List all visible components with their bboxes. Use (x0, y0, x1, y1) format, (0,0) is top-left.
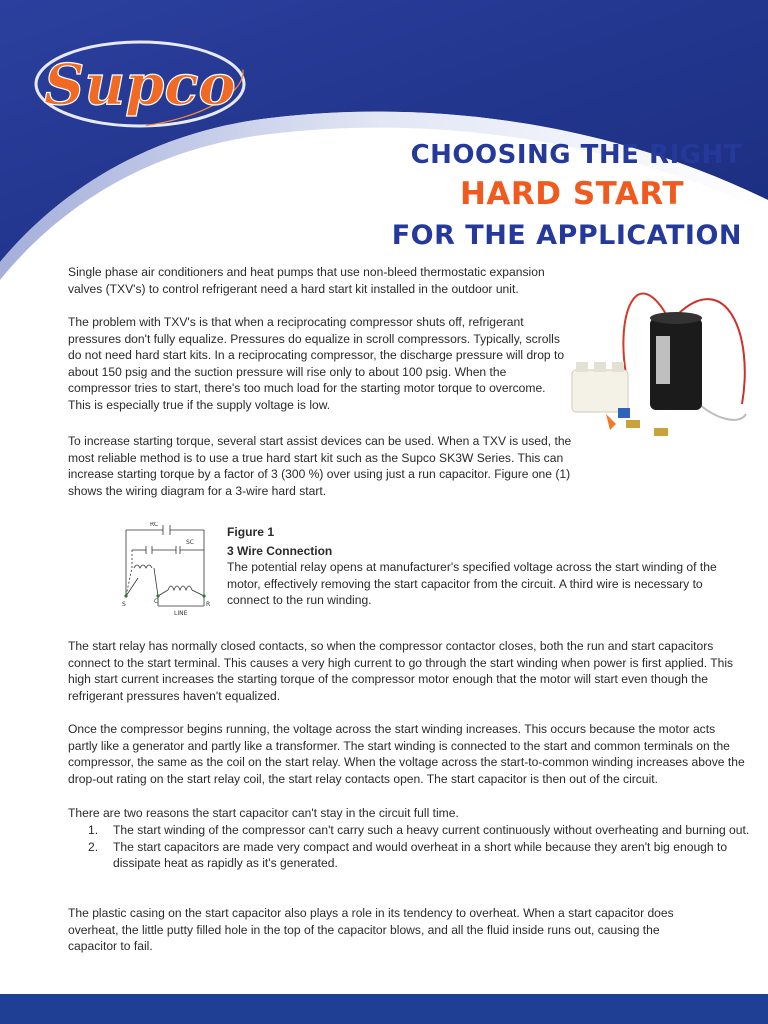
supco-logo (22, 28, 252, 138)
label-c: C (154, 598, 159, 605)
torque-paragraph: To increase starting torque, several start assist devices can be used. When a TXV is used, the most reliable method is to use a true hard start kit such as the Supco SK3W Series. This can increase starting torque by a factor of 3 (300 %) over using just a run capacitor. Figure one (1) shows the wiring diagram for a 3-wire hard start. (68, 434, 572, 498)
wiring-diagram (118, 522, 212, 618)
reasons-list (68, 822, 758, 872)
title-line-1: CHOOSING THE RIGHT (410, 140, 742, 170)
footer-bar (0, 994, 768, 1024)
figure-caption-block (227, 524, 747, 609)
hard-start-kit-image (566, 274, 756, 454)
problem-paragraph: The problem with TXV's is that when a reciprocating compressor shuts off, refrigerant pressures don't fully equalize. Pressures do equalize in scroll compressors. Typically, scrolls do not need hard start kits. In a reciprocating compressor, the discharge pressure will drop to about 150 psig and the suction pressure will rise only to about 100 psig. When the compressor tries to start, there's too much load for the starting motor torque to overcome. This is especially true if the supply voltage is low. (68, 315, 565, 412)
label-r: R (206, 601, 211, 608)
figure-title: Figure 1 (227, 525, 275, 539)
label-line: LINE (174, 610, 188, 617)
figure-caption: The potential relay opens at manufacturer's specified voltage across the start winding of the motor, effectively removing the start capacitor from the circuit. A third wire is necessary to connect to the run winding. (227, 560, 717, 608)
casing-paragraph: The plastic casing on the start capacitor also plays a role in its tendency to overheat. When a start capacitor does overheat, the little putty filled hole in the top of the capacitor blows, and all the fluid inside runs out, causing the capacitor to fail. (68, 906, 674, 954)
svg-text:Supco: Supco (44, 52, 236, 118)
reasons-intro: There are two reasons the start capacitor can't stay in the circuit full time. (68, 806, 459, 820)
label-sc: SC (186, 539, 194, 546)
list-number: 1. (88, 823, 99, 837)
label-rc: RC (150, 522, 159, 528)
list-number: 2. (88, 839, 99, 854)
relay-paragraph: The start relay has normally closed contacts, so when the compressor contactor closes, both the run and start capacitors connect to the start terminal. This causes a very high current to go through the start winding when power is first applied. This high start current increases the starting torque of the compressor motor enough that the motor will start even though the refrigerant pressures haven't equalized. (68, 639, 734, 703)
label-s: S (122, 601, 126, 608)
title-line-2: HARD START (459, 176, 684, 212)
list-item (68, 839, 758, 872)
list-text: The start capacitors are made very compact and would overheat in a short while because they aren't big enough to dissipate heat as rapidly as it's generated. (113, 839, 728, 871)
list-item (68, 822, 758, 839)
intro-paragraph: Single phase air conditioners and heat pumps that use non-bleed thermostatic expansion valves (TXV's) to control refrigerant need a hard start kit installed in the outdoor unit. (68, 265, 545, 296)
running-paragraph: Once the compressor begins running, the voltage across the start winding increases. This occurs because the motor acts partly like a generator and partly like a transformer. The start winding is connected to the start and common terminals on the compressor, the same as the coil on the start relay. When the voltage across the start-to-common winding increases above the drop-out rating on the start relay coil, the start relay contacts open. The start capacitor is then out of the circuit. (68, 722, 745, 786)
figure-subtitle: 3 Wire Connection (227, 543, 333, 558)
list-text: The start winding of the compressor can't carry such a heavy current continuously without overheating and burning out. (113, 823, 750, 837)
title-line-3: FOR THE APPLICATION (391, 220, 742, 251)
